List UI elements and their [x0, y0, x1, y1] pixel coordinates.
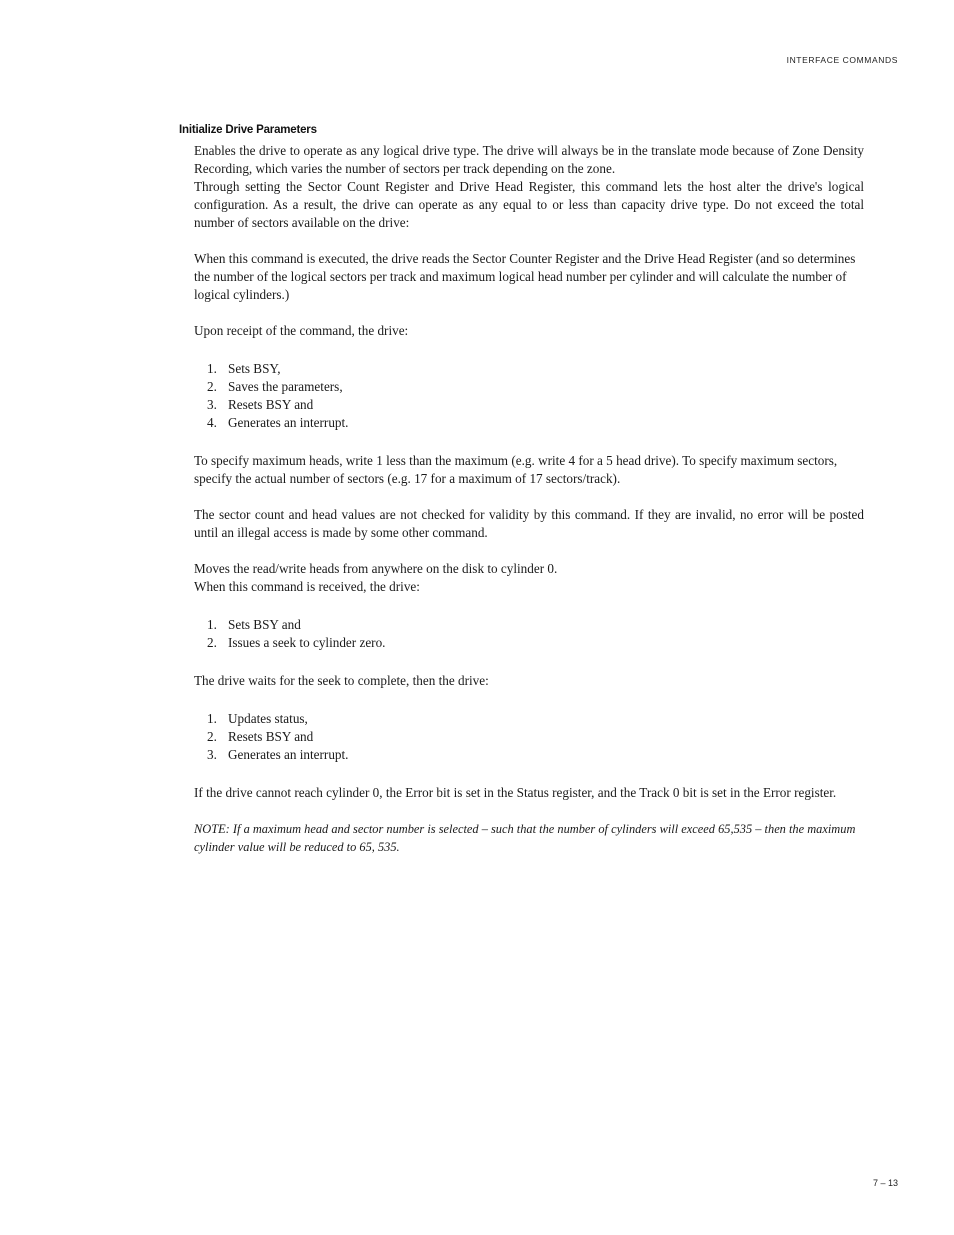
note: NOTE: If a maximum head and sector number is selected – such that the number of cylinders will exceed 65,535 – then the maximum cylinder value will be reduced to 65, 535.: [194, 822, 856, 854]
section-body: [194, 142, 864, 874]
received-line: When this command is received, the drive:: [194, 579, 420, 594]
receipt-intro: Upon receipt of the command, the drive:: [194, 323, 409, 338]
waits-paragraph: The drive waits for the seek to complete, then the drive:: [194, 673, 489, 688]
receipt-steps-list: [194, 360, 864, 432]
moves-line: Moves the read/write heads from anywhere on the disk to cylinder 0.: [194, 561, 558, 576]
list-item: 1. Sets BSY and: [207, 617, 301, 632]
error-paragraph: If the drive cannot reach cylinder 0, the Error bit is set in the Status register, and the Track 0 bit is set in the Error register.: [194, 785, 837, 800]
validity-paragraph: The sector count and head values are not checked for validity by this command. If they are invalid, no error will be posted until an illegal access is made by some other command.: [194, 507, 864, 540]
execution-paragraph: When this command is executed, the drive reads the Sector Counter Register and the Drive Head Register (and so determines the number of the logical sectors per track and maximum logical head number per cylinder and will calculate the number of logical cylinders.): [194, 251, 856, 302]
list-item: 3. Resets BSY and: [207, 397, 314, 412]
max-heads-paragraph: To specify maximum heads, write 1 less than the maximum (e.g. write 4 for a 5 head drive). To specify maximum sectors, specify the actual number of sectors (e.g. 17 for a maximum of 17 sectors/track).: [194, 453, 838, 486]
list-item: 2. Issues a seek to cylinder zero.: [207, 635, 386, 650]
intro-paragraph-1: Enables the drive to operate as any logical drive type. The drive will always be in the translate mode because of Zone Density Recording, which varies the number of sectors per track depending on the zone.: [194, 143, 864, 176]
list-item: 3. Generates an interrupt.: [207, 747, 349, 762]
list-item: 2. Resets BSY and: [207, 729, 314, 744]
waits-steps-list: [194, 710, 864, 764]
list-item: 4. Generates an interrupt.: [207, 415, 349, 430]
section-heading: Initialize Drive Parameters: [179, 124, 317, 136]
list-item: 1. Updates status,: [207, 711, 308, 726]
page-number: 7 – 13: [872, 1178, 898, 1188]
list-item: 2. Saves the parameters,: [207, 379, 343, 394]
list-item: 1. Sets BSY,: [207, 361, 281, 376]
received-steps-list: [194, 616, 864, 652]
running-header: INTERFACE COMMANDS: [786, 55, 898, 65]
intro-paragraph-2: Through setting the Sector Count Register and Drive Head Register, this command lets the host alter the drive's logical configuration. As a result, the drive can operate as any equal to or less than capacity drive type. Do not exceed the total number of sectors available on the drive:: [194, 179, 864, 230]
